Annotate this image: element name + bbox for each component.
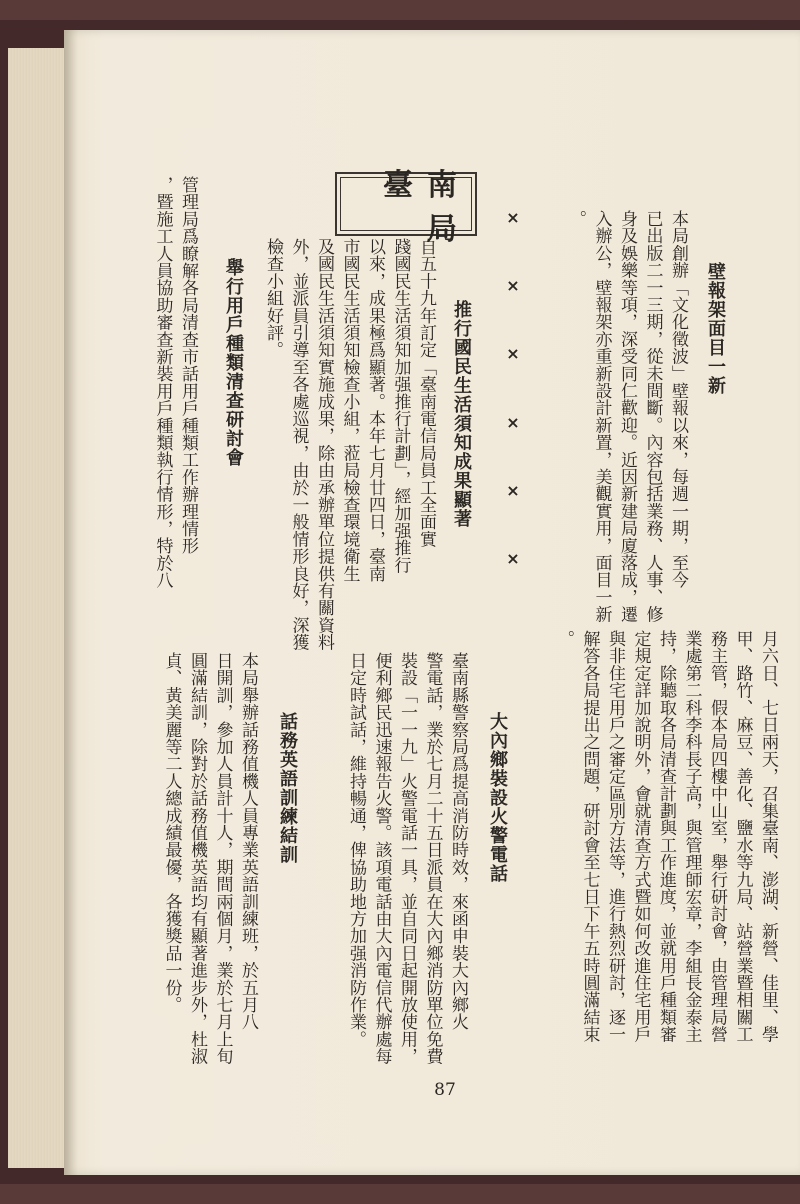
- separator-mark: ×: [506, 208, 520, 227]
- section-banner-text: 臺南局: [340, 177, 472, 231]
- article-body-household-meeting-part2: 月六日、七日兩天，召集臺南、澎湖、新營、佳里、學 甲、路竹、麻豆、善化、鹽水等九局、站營業暨相關工 務主管，假本局四樓中山室，舉行研討會，由管理局營 業處第二科李科長子高，與管理師宏章，李組長金泰主 持，除聽取各局清查計劃與工作進度，並就用戶種類審 定規定詳加說明外，會就清查方式暨如何改進住宅用戶 與非住宅用戶之審定區別方法等，進行熱烈研討，逐一 解答各局提出之問題，研討會至七日下午五時圓滿結束 。: [554, 630, 778, 1043]
- article-title-household-meeting: 舉行用戶種類清查研討會: [223, 258, 244, 467]
- page-edges: [8, 48, 66, 1168]
- article-body-household-meeting-part1: 管理局爲瞭解各局清查市話用戶種類工作辦理情形 ，暨施工人員協助審查新裝用戶種類執行情形，特於八: [152, 176, 198, 589]
- article-body-english-training: 本局舉辦話務值機人員專業英語訓練班，於五月八 日開訓，參加人員計十人，期間兩個月，業於七月上旬 圓滿結訓，除對於話務值機英語均有顯著進步外，杜淑 貞、黃美麗等二人總成績最優，各獲獎品一份。: [161, 652, 258, 1065]
- article-title-fire-phone: 大內鄉裝設火警電話: [487, 712, 508, 883]
- separator-marks: [503, 208, 523, 568]
- separator-mark: ×: [506, 412, 520, 432]
- article-body-citizen-life: 自五十九年訂定「臺南電信局員工全面實 踐國民生活須知加强推行計劃」，經加强推行 以來，成果極爲顯著。本年七月廿四日，臺南 市國民生活須知檢查小組，蒞局檢查環境衛生 及國民生活須知實施成果，除由承辦單位提供有關資料 外，並派員引導至各處巡視，由於一般情形良好，深獲 檢查小組好評。: [263, 238, 436, 651]
- cover-top-edge: [0, 0, 800, 20]
- separator-mark: ×: [506, 480, 520, 500]
- section-banner: [335, 168, 477, 247]
- separator-mark: ×: [506, 344, 520, 364]
- cover-bottom-edge: [0, 1184, 800, 1204]
- separator-mark: ×: [506, 276, 520, 296]
- article-title-citizen-life: 推行國民生活須知成果顯著: [451, 300, 472, 528]
- article-body-wall-newspaper: 本局創辦「文化徵波」壁報以來，每週一期，至今 已出版二一三期，從未間斷。內容包括業務、人事、修 身及娛樂等項，深受同仁歡迎。近因新建局廈落成，遷 入辦公，壁報架亦重新設計新置，美觀實用，面目一新 。: [566, 210, 688, 623]
- article-title-wall-newspaper: 壁報架面目一新: [705, 262, 726, 395]
- page-number: 87: [434, 1080, 456, 1100]
- separator-mark: ×: [506, 548, 520, 568]
- article-body-fire-phone: 臺南縣警察局爲提高消防時效，來函申裝大內鄉火 警電話，業於七月二十五日派員在大內鄉消防單位免費 裝設「一一九」火警電話一具，並自同日起開放使用， 便利鄉民迅速報告火警。該項電話由大內電信代辦處每 日定時試話，維持暢通，俾協助地方加强消防作業。: [346, 652, 468, 1065]
- article-title-english-training: 話務英語訓練結訓: [277, 712, 298, 864]
